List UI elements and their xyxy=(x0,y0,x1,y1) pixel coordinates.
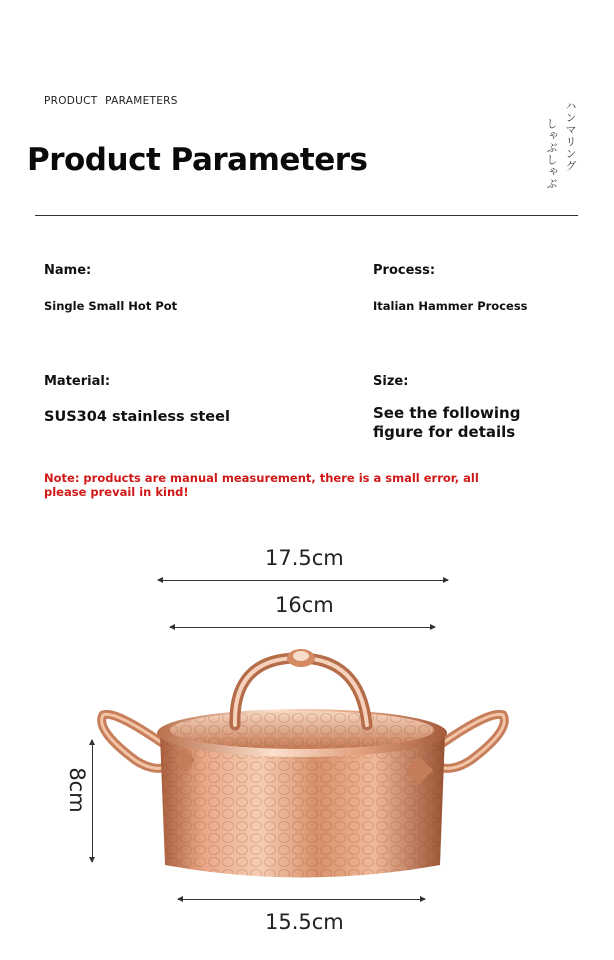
size-label: Size: xyxy=(373,374,409,389)
name-value: Single Small Hot Pot xyxy=(44,299,178,313)
vertical-japanese-text-2: しゃぶしゃぶ xyxy=(545,118,558,190)
width-inner-line xyxy=(170,627,435,628)
material-value: SUS304 stainless steel xyxy=(44,409,230,425)
width-bottom-label: 15.5cm xyxy=(265,910,344,934)
measurement-note: Note: products are manual measurement, there is a small error, all please prevail in kind! xyxy=(44,471,479,499)
copper-hot-pot-icon xyxy=(95,640,515,890)
height-line xyxy=(92,740,93,862)
height-label: 8cm xyxy=(65,767,89,813)
width-bottom-line xyxy=(178,899,425,900)
section-kicker: PRODUCT PARAMETERS xyxy=(44,95,178,107)
process-label: Process: xyxy=(373,263,436,278)
page-title: Product Parameters xyxy=(27,142,368,178)
width-outer-label: 17.5cm xyxy=(265,546,344,570)
process-value: Italian Hammer Process xyxy=(373,299,528,313)
size-value-line1: See the following xyxy=(373,404,521,422)
material-label: Material: xyxy=(44,374,111,389)
header-divider xyxy=(35,215,578,216)
name-label: Name: xyxy=(44,263,92,278)
width-inner-label: 16cm xyxy=(275,593,334,617)
vertical-japanese-text-1: ハンマリング xyxy=(564,100,577,172)
width-outer-line xyxy=(158,580,448,581)
size-value-line2: figure for details xyxy=(373,423,516,441)
